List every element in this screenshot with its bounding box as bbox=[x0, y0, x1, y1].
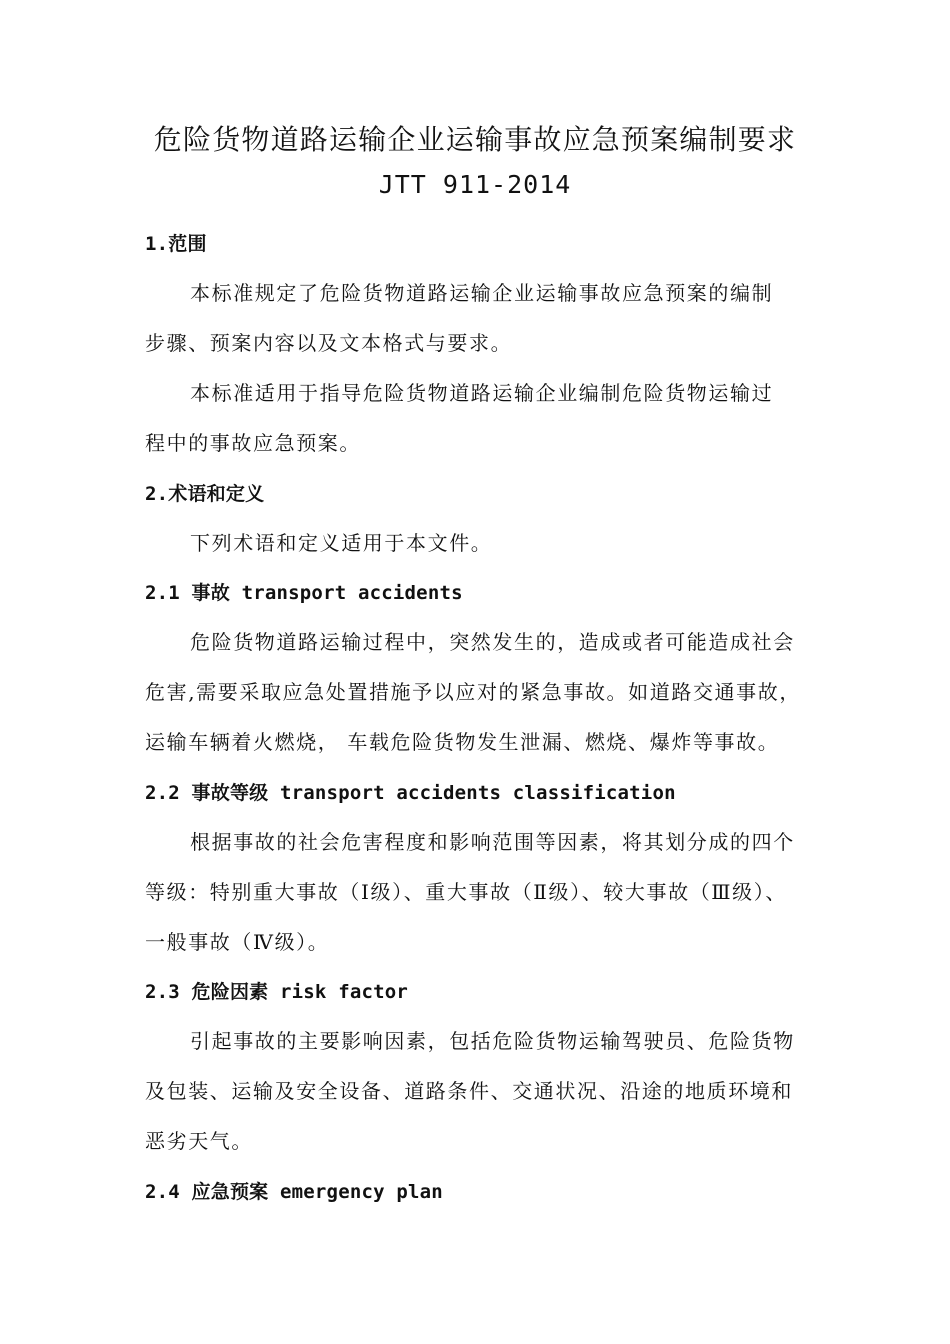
section-heading-scope: 1.范围 bbox=[145, 233, 207, 255]
paragraph-line: 等级：特别重大事故（Ⅰ级）、重大事故（Ⅱ级）、较大事故（Ⅲ级）、 bbox=[145, 880, 787, 904]
paragraph-line: 危害,需要采取应急处置措施予以应对的紧急事故。如道路交通事故， bbox=[145, 680, 801, 704]
section-heading-accidents: 2.1 事故 transport accidents bbox=[145, 582, 463, 604]
paragraph-line: 危险货物道路运输过程中，突然发生的，造成或者可能造成社会 bbox=[190, 630, 795, 654]
paragraph-line: 引起事故的主要影响因素，包括危险货物运输驾驶员、危险货物 bbox=[190, 1029, 795, 1053]
paragraph-line: 恶劣天气。 bbox=[145, 1129, 253, 1153]
paragraph-line: 及包装、运输及安全设备、道路条件、交通状况、沿途的地质环境和 bbox=[145, 1079, 793, 1103]
paragraph-line: 步骤、预案内容以及文本格式与要求。 bbox=[145, 331, 513, 355]
paragraph-line: 根据事故的社会危害程度和影响范围等因素，将其划分成的四个 bbox=[190, 830, 795, 854]
section-heading-terms: 2.术语和定义 bbox=[145, 483, 265, 505]
paragraph-line: 一般事故（Ⅳ级）。 bbox=[145, 930, 330, 954]
paragraph-line: 运输车辆着火燃烧， 车载危险货物发生泄漏、燃烧、爆炸等事故。 bbox=[145, 730, 780, 754]
section-heading-classification: 2.2 事故等级 transport accidents classification bbox=[145, 782, 676, 804]
paragraph-line: 程中的事故应急预案。 bbox=[145, 431, 361, 455]
section-heading-emergency-plan: 2.4 应急预案 emergency plan bbox=[145, 1181, 443, 1203]
document-title: 危险货物道路运输企业运输事故应急预案编制要求 bbox=[153, 123, 797, 156]
paragraph-line: 下列术语和定义适用于本文件。 bbox=[190, 531, 493, 555]
section-heading-risk-factor: 2.3 危险因素 risk factor bbox=[145, 981, 409, 1003]
standard-code: JTT 911-2014 bbox=[378, 170, 572, 199]
paragraph-line: 本标准规定了危险货物道路运输企业运输事故应急预案的编制 bbox=[190, 281, 774, 305]
paragraph-line: 本标准适用于指导危险货物道路运输企业编制危险货物运输过 bbox=[190, 381, 774, 405]
